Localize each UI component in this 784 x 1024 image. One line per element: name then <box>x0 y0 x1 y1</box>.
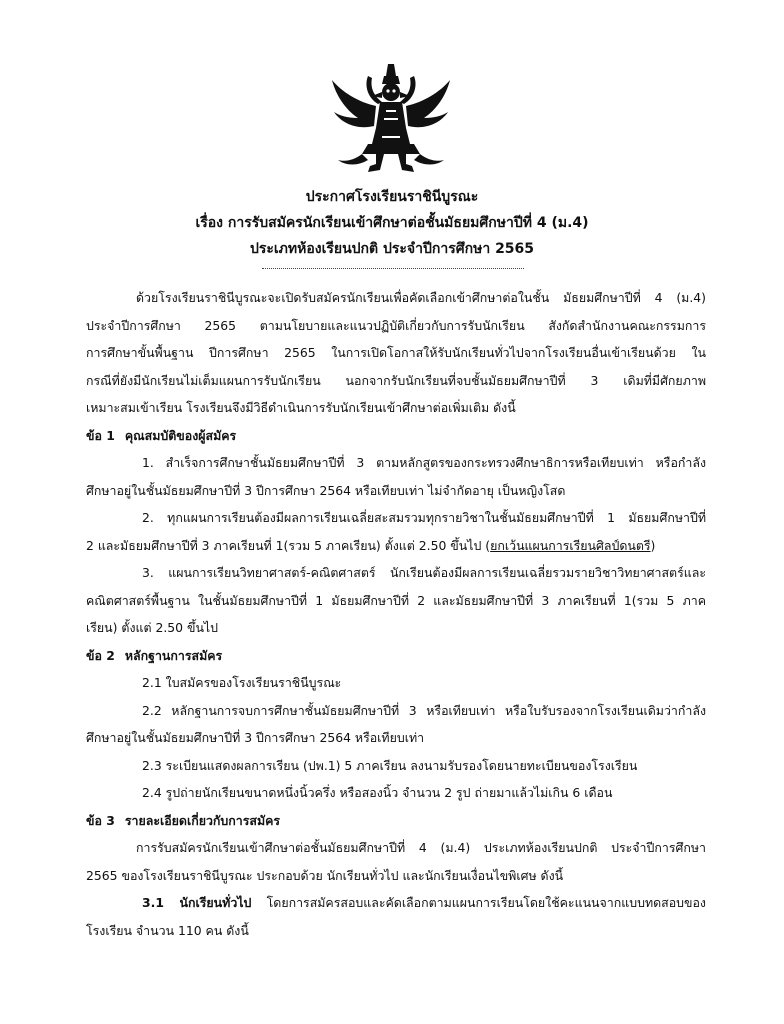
intro-line-2: ประจำปีการศึกษา 2565 ตามนโยบายและแนวปฏิบัติเกี่ยวกับการรับนักเรียน สังกัดสำนักงานคณะกรรมการ <box>86 317 706 333</box>
dotted-divider <box>262 268 524 269</box>
s3-para-line1: การรับสมัครนักเรียนเข้าศึกษาต่อชั้นมัธยมศึกษาปีที่ 4 (ม.4) ประเภทห้องเรียนปกติ ประจำปีการศึกษา <box>136 840 706 855</box>
s2-item2-line2: ศึกษาอยู่ในชั้นมัธยมศึกษาปีที่ 3 ปีการศึกษา 2564 หรือเทียบเท่า <box>86 730 425 745</box>
s3-sub1-text: โดยการสมัครสอบและคัดเลือกตามแผนการเรียนโดยใช้คะแนนจากแบบทดสอบของ <box>251 895 706 910</box>
s3-sub1-line1 <box>86 889 706 917</box>
title-line-3: ประเภทห้องเรียนปกติ ประจำปีการศึกษา 2565 <box>249 241 535 257</box>
s1-item2-text: 2 และมัธยมศึกษาปีที่ 3 ภาคเรียนที่ 1(รวม 5 ภาคเรียน) ตั้งแต่ 2.50 ขึ้นไป ( <box>86 537 491 553</box>
s1-item2-close: ) <box>650 537 656 553</box>
s3-sub1-line2: โรงเรียน จำนวน 110 คน ดังนี้ <box>86 922 249 938</box>
s2-item1: 2.1 ใบสมัครของโรงเรียนราชินีบูรณะ <box>142 675 342 690</box>
title-line-1: ประกาศโรงเรียนราชินีบูรณะ <box>305 189 479 205</box>
intro-line-3: การศึกษาขั้นพื้นฐาน ปีการศึกษา 2565 ในการเปิดโอกาสให้รับนักเรียนทั่วไปจากโรงเรียนอื่นเข้าเรียนด้วย ใน <box>86 345 706 360</box>
s1-item1-line1: 1. สำเร็จการศึกษาชั้นมัธยมศึกษาปีที่ 3 ตามหลักสูตรของกระทรวงศึกษาธิการหรือเทียบเท่า หรือกำลัง <box>142 455 706 470</box>
section-title: หลักฐานการสมัคร <box>124 647 223 663</box>
s3-sub1-title: 3.1 นักเรียนทั่วไป <box>142 895 252 910</box>
s2-item4: 2.4 รูปถ่ายนักเรียนขนาดหนึ่งนิ้วครึ่ง หรือสองนิ้ว จำนวน 2 รูป ถ่ายมาแล้วไม่เกิน 6 เดือน <box>142 785 613 800</box>
section-3-heading <box>86 807 706 835</box>
s1-item2-exception: ยกเว้นแผนการเรียนศิลป์ดนตรี <box>490 537 651 553</box>
section-number: ข้อ 2 <box>86 647 115 663</box>
section-number: ข้อ 3 <box>86 812 115 828</box>
s1-item1-line2: ศึกษาอยู่ในชั้นมัธยมศึกษาปีที่ 3 ปีการศึกษา 2564 หรือเทียบเท่า ไม่จำกัดอายุ เป็นหญิงโสด <box>86 482 566 498</box>
intro-line-1: ด้วยโรงเรียนราชินีบูรณะจะเปิดรับสมัครนักเรียนเพื่อคัดเลือกเข้าศึกษาต่อในชั้น มัธยมศึกษาปีที่ 4 (ม.4) <box>136 290 706 305</box>
s1-item3-line3: เรียน) ตั้งแต่ 2.50 ขึ้นไป <box>86 620 219 635</box>
section-title: รายละเอียดเกี่ยวกับการสมัคร <box>124 812 281 828</box>
s1-item2-line1: 2. ทุกแผนการเรียนต้องมีผลการเรียนเฉลี่ยสะสมรวมทุกรายวิชาในชั้นมัธยมศึกษาปีที่ 1 มัธยมศึกษาปีที่ <box>142 510 706 525</box>
section-1-heading <box>86 422 706 450</box>
s3-para-line2: 2565 ของโรงเรียนราชินีบูรณะ ประกอบด้วย นักเรียนทั่วไป และนักเรียนเงื่อนไขพิเศษ ดังนี้ <box>86 867 564 883</box>
title-line-2: เรื่อง การรับสมัครนักเรียนเข้าศึกษาต่อชั้นมัธยมศึกษาปีที่ 4 (ม.4) <box>195 215 589 231</box>
s2-item2-line1: 2.2 หลักฐานการจบการศึกษาชั้นมัธยมศึกษาปีที่ 3 หรือเทียบเท่า หรือใบรับรองจากโรงเรียนเดิมว่ากำลัง <box>142 702 706 718</box>
intro-line-5: เหมาะสมเข้าเรียน โรงเรียนจึงมีวิธีดำเนินการรับนักเรียนเข้าศึกษาต่อเพิ่มเติม ดังนี้ <box>86 400 516 415</box>
section-number: ข้อ 1 <box>86 427 115 443</box>
garuda-emblem-icon <box>328 62 454 174</box>
section-title: คุณสมบัติของผู้สมัคร <box>124 427 237 443</box>
s1-item2-line2 <box>86 532 706 560</box>
s2-item3: 2.3 ระเบียนแสดงผลการเรียน (ปพ.1) 5 ภาคเรียน ลงนามรับรองโดยนายทะเบียนของโรงเรียน <box>142 757 638 773</box>
announcement-title <box>0 184 784 262</box>
document-body <box>86 284 706 944</box>
intro-line-4: กรณีที่ยังมีนักเรียนไม่เต็มแผนการรับนักเรียน นอกจากรับนักเรียนที่จบชั้นมัธยมศึกษาปีที่ 3 เดิมที่มีศักยภาพ <box>86 372 706 388</box>
section-2-heading <box>86 642 706 670</box>
s1-item3-line2: คณิตศาสตร์พื้นฐาน ในชั้นมัธยมศึกษาปีที่ 1 มัธยมศึกษาปีที่ 2 และมัธยมศึกษาปีที่ 3 ภาคเรียนที่ 1(รวม 5 ภาค <box>86 592 706 608</box>
s1-item3-line1: 3. แผนการเรียนวิทยาศาสตร์-คณิตศาสตร์ นักเรียนต้องมีผลการเรียนเฉลี่ยรวมรายวิชาวิทยาศาสตร์และ <box>142 565 706 580</box>
